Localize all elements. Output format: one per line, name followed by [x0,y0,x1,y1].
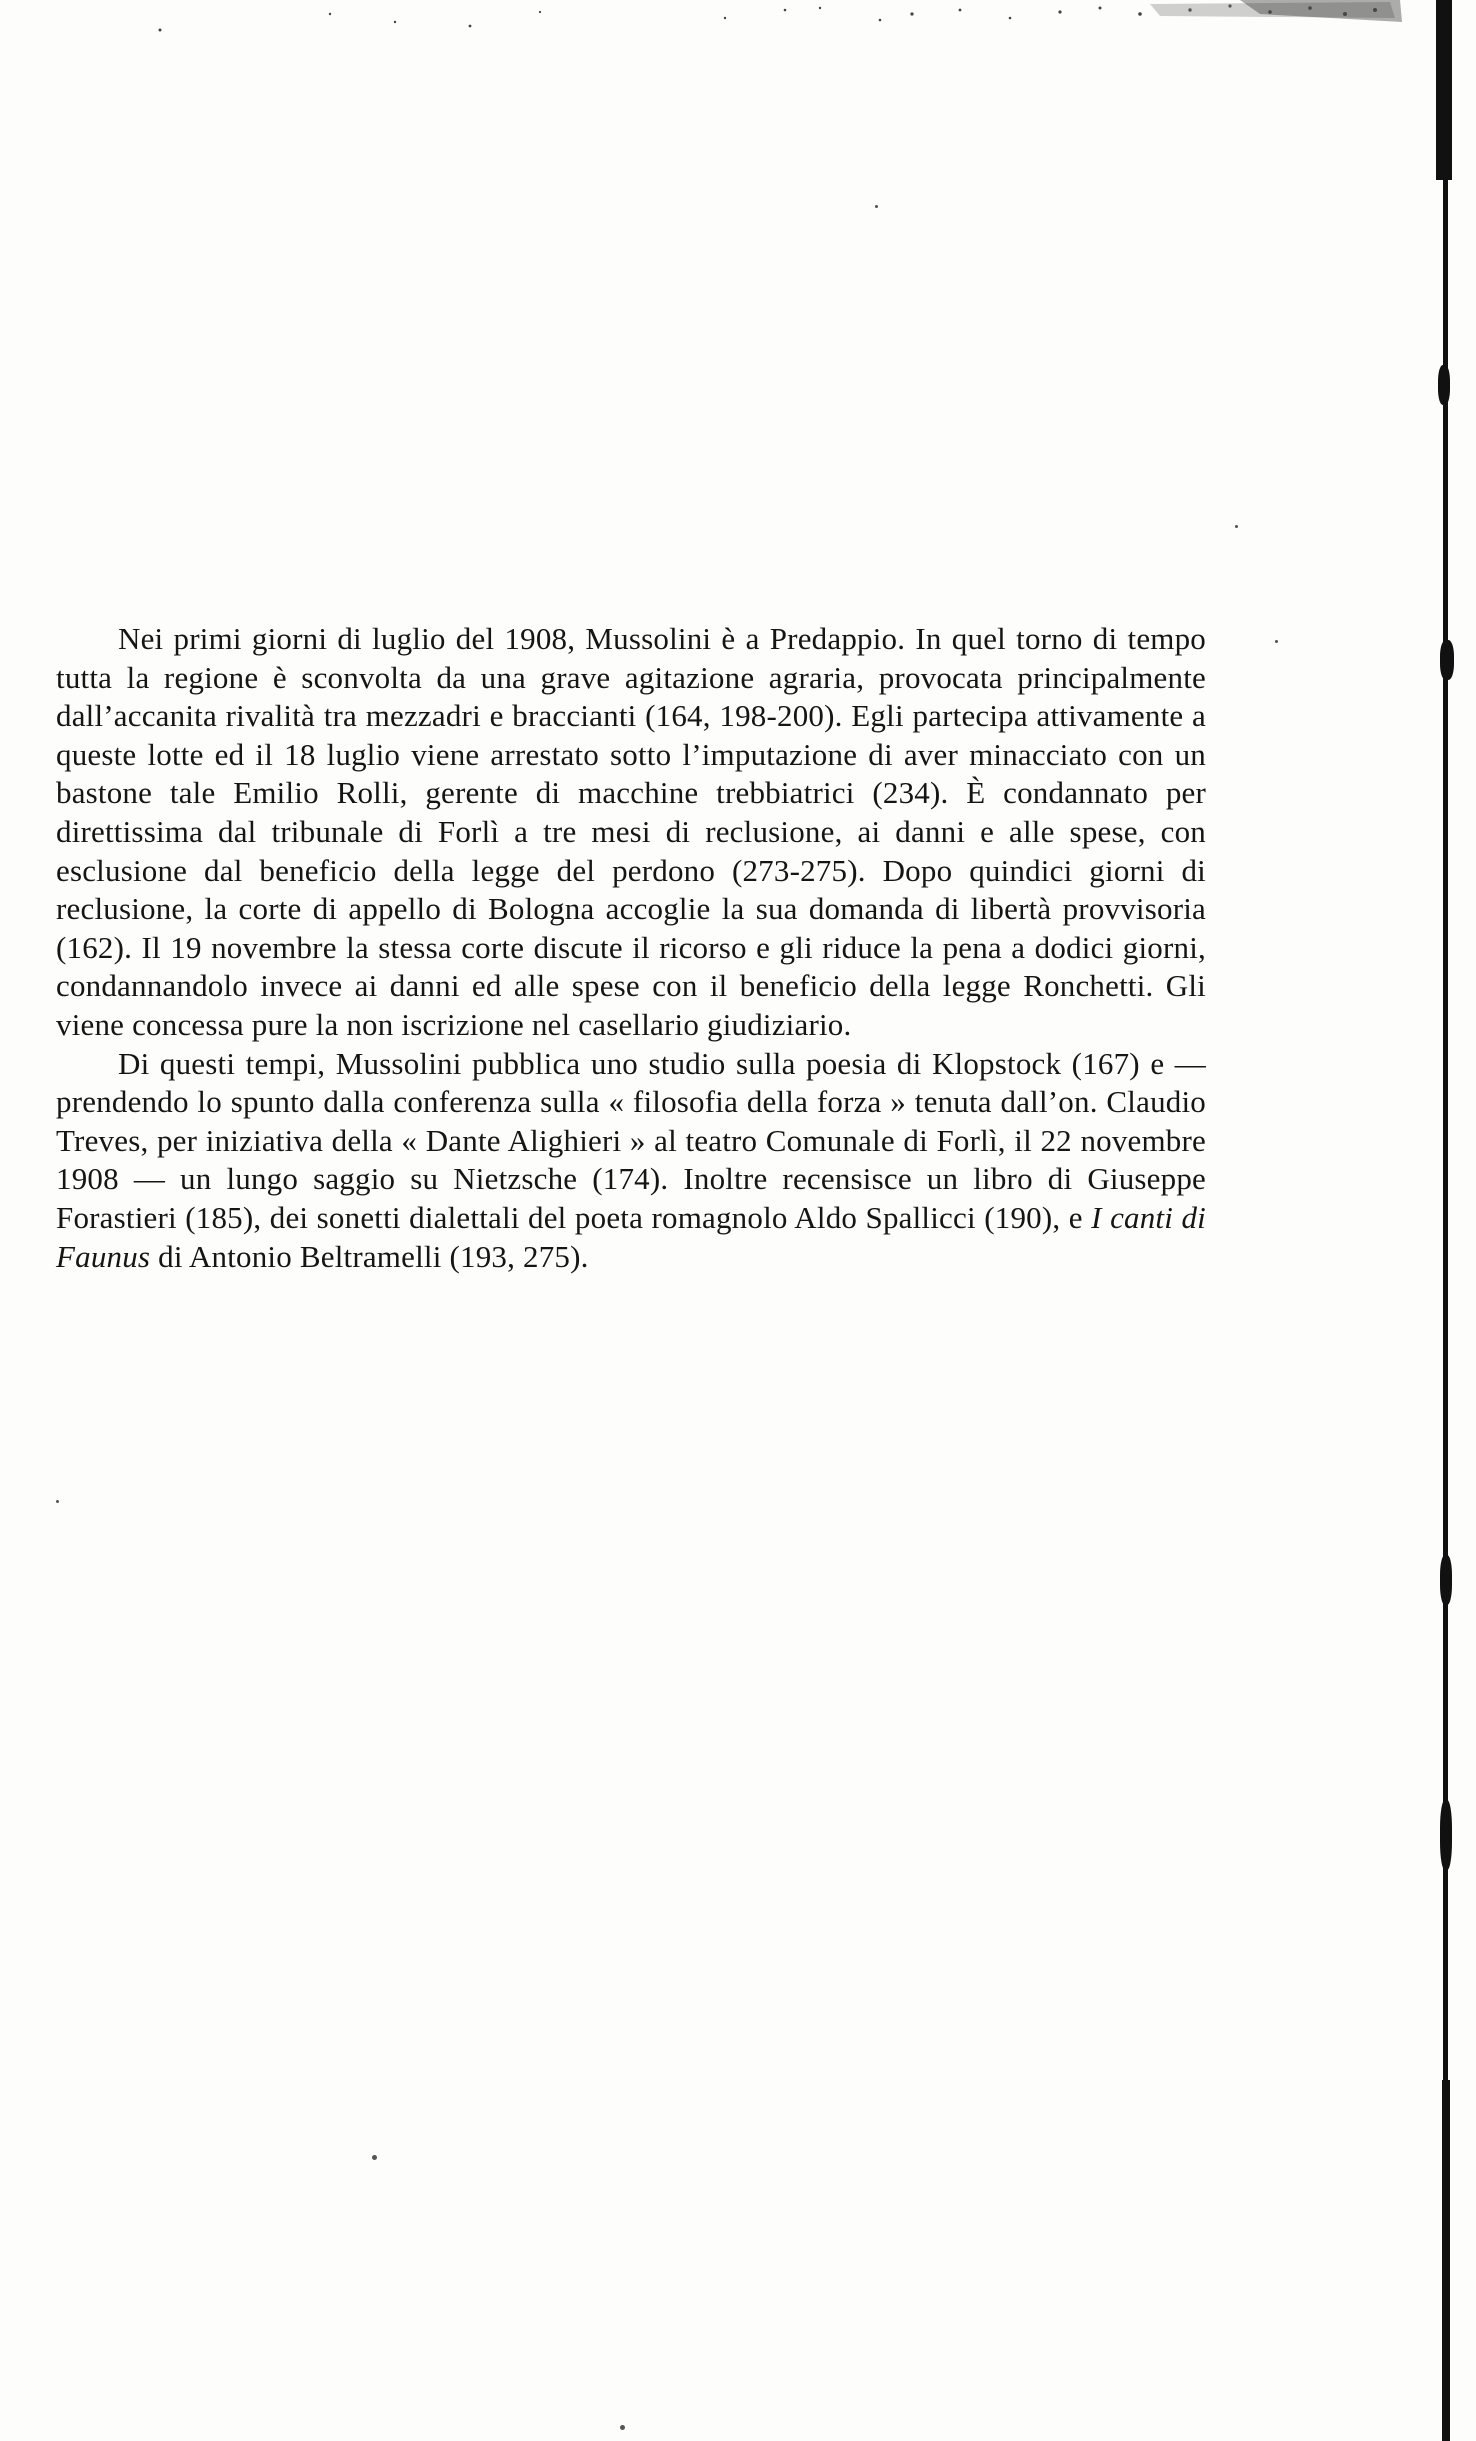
edge-blob [1440,1555,1452,1605]
speck [372,2155,377,2160]
body-text [56,620,1206,1276]
edge-blob [1440,640,1454,680]
speck [1275,640,1278,643]
paragraph-2-text-start: Di questi tempi, Mussolini pubblica uno studio sulla poesia di Klopstock (167) e — prendendo lo spunto dalla conferenza sulla « filosofia della forza » tenuta dall’on. Claudio Treves, per iniziativa della « Dante Alighieri » al teatro Comunale di Forlì, il 22 novembre 1908 — un lungo saggio su Nietzsche (174). Inoltre recensisce un libro di Giuseppe Forastieri (185), dei sonetti dialettali del poeta romagnolo Aldo Spallicci (190), e [56,1045,1206,1235]
speck [875,205,878,208]
speck [1235,525,1238,528]
paragraph-2 [56,1045,1206,1277]
speck [620,2425,625,2430]
scan-binding-edge [1406,0,1476,2441]
edge-line-thick-top [1436,0,1452,180]
scan-noise-top [0,0,1476,30]
edge-line-thick-bottom [1442,2080,1450,2441]
scan-noise-marks [0,0,1476,40]
edge-blob [1438,365,1450,405]
speck [56,1500,59,1503]
paragraph-2-text-end: di Antonio Beltramelli (193, 275). [150,1238,589,1274]
italic-title: I canti di Faunus [56,1199,1206,1274]
paragraph-1: Nei primi giorni di luglio del 1908, Mussolini è a Predappio. In quel torno di tempo tutta la regione è sconvolta da una grave agitazione agraria, provocata principalmente dall’accanita rivalità tra mezzadri e braccianti (164, 198-200). Egli partecipa attivamente a queste lotte ed il 18 luglio viene arrestato sotto l’imputazione di aver minacciato con un bastone tale Emilio Rolli, gerente di macchine trebbiatrici (234). È condannato per direttissima dal tribunale di Forlì a tre mesi di reclusione, ai danni e alle spese, con esclusione dal beneficio della legge del perdono (273-275). Dopo quindici giorni di reclusione, la corte di appello di Bologna accoglie la sua domanda di libertà provvisoria (162). Il 19 novembre la stessa corte discute il ricorso e gli riduce la pena a dodici giorni, condannandolo invece ai danni ed alle spese con il beneficio della legge Ronchetti. Gli viene concessa pure la non iscrizione nel casellario giudiziario. [56,621,1206,1042]
edge-blob [1440,1800,1452,1870]
